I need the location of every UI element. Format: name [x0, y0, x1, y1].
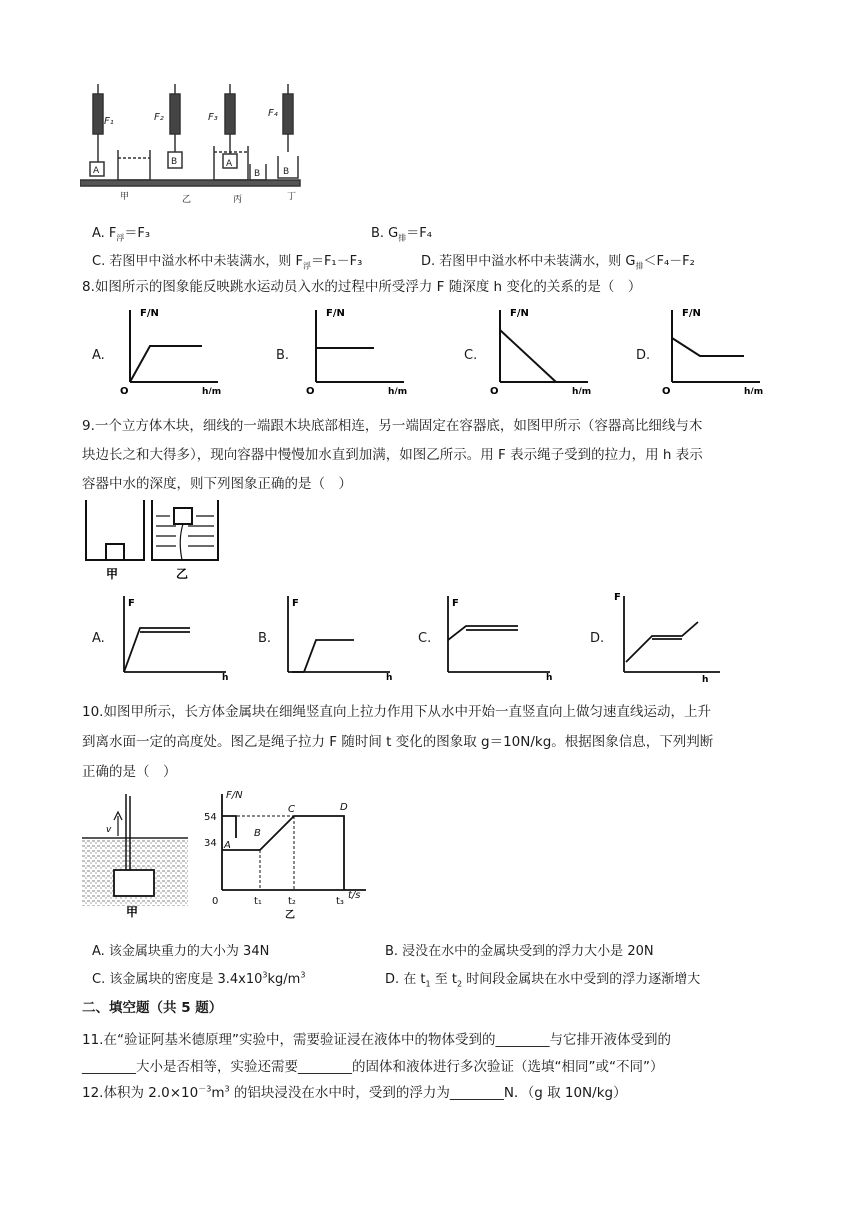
q10-point-c: C [288, 804, 295, 815]
q10-stem-line1: 10.如图甲所示，长方体金属块在细绳竖直向上拉力作用下从水中开始一直竖直向上做匀速直线运动，上升 [82, 704, 711, 720]
q8-graph-a [118, 302, 228, 394]
q8-graph-d [660, 302, 770, 394]
q9-stem-line3: 容器中水的深度，则下列图象正确的是（ ） [82, 476, 352, 492]
q10-option-d: D. 在 $t_1$ 至 $t_2$ 时间段金属块在水中受到的浮力逐渐增大 [385, 972, 701, 989]
q9-c-x-label: h [546, 673, 553, 682]
q7-label-yi: 乙 [182, 195, 192, 205]
q8-graph-b [304, 302, 414, 394]
q10-tick-t1: t₁ [254, 896, 262, 907]
q7-label-ding: 丁 [287, 192, 297, 202]
q9-option-a-label: A. [92, 631, 105, 646]
q10-point-b: B [254, 828, 261, 839]
q7-option-d: D. 若图甲中溢水杯中未装满水，则 $G_排<F_4-F_2$ [421, 254, 695, 271]
q8-a-y-label: F/N [140, 308, 159, 319]
q11-line1: 11.在“验证阿基米德原理”实验中，需要验证浸在液体中的物体受到的________与它排开液体受到的 [82, 1032, 671, 1048]
q9-d-x-label: h [702, 675, 709, 682]
q10-y-axis-label: F/N [226, 790, 243, 801]
q9-graph-b [278, 590, 398, 682]
q7-f4-label: F₄ [268, 108, 278, 119]
q10-stem-line2: 到离水面一定的高度处。图乙是绳子拉力 F 随时间 t 变化的图象取 g＝10N/kg。根据图象信息，下列判断 [82, 734, 714, 750]
q7-block-b2: B [254, 169, 261, 179]
q10-v-label: v [106, 825, 112, 835]
q9-d-y-label: F [614, 592, 621, 603]
section-heading-fill-blank: 二、填空题（共 5 题） [82, 1000, 223, 1016]
q8-c-y-label: F/N [510, 308, 529, 319]
q7-block-b: B [171, 157, 178, 167]
q7-label-jia: 甲 [120, 192, 130, 202]
q9-graph-c [438, 590, 558, 682]
q9-c-y-label: F [452, 598, 459, 609]
q10-force-time-graph [196, 786, 374, 922]
q9-b-y-label: F [292, 598, 299, 609]
q10-point-d: D [340, 802, 348, 813]
q7-option-b: B. $G_排=F_4$ [371, 226, 432, 243]
q7-f2-label: F₂ [154, 112, 164, 123]
q7-option-c: C. 若图甲中溢水杯中未装满水，则 $F_浮=F_1-F_3$ [92, 254, 363, 271]
q8-c-x-label: h/m [572, 387, 592, 394]
q10-tick-t2: t₂ [288, 896, 296, 907]
q8-graph-c [488, 302, 598, 394]
q9-fig-yi: 乙 [176, 567, 189, 581]
q9-a-y-label: F [128, 598, 135, 609]
q9-graph-d [612, 590, 732, 682]
q9-option-d-label: D. [590, 631, 605, 646]
q8-a-origin: O [120, 386, 129, 394]
q10-point-a: A [224, 840, 231, 851]
q10-tick-t3: t₃ [336, 896, 344, 907]
q7-block-a2: A [226, 159, 233, 169]
q7-block-a: A [93, 166, 100, 176]
q9-a-x-label: h [222, 673, 229, 682]
q9-container-figure [82, 496, 222, 584]
q12-stem: 12.体积为 $2.0\times 10^{-3}m^3$ 的铝块浸没在水中时，受到的浮力为________N．（g 取 10N/kg） [82, 1084, 627, 1101]
q8-b-y-label: F/N [326, 308, 345, 319]
q9-stem-line2: 块边长之和大得多），现向容器中慢慢加水直到加满，如图乙所示。用 F 表示绳子受到的拉力，用 h 表示 [82, 447, 703, 463]
q10-stem-line3: 正确的是（ ） [82, 764, 177, 780]
q10-origin: 0 [212, 896, 219, 907]
q8-option-b-label: B. [276, 348, 290, 363]
q9-graph-a [114, 590, 234, 682]
q10-option-a: A. 该金属块重力的大小为 34N [92, 944, 270, 959]
q8-a-x-label: h/m [202, 387, 222, 394]
q7-option-a: A. $F_浮=F_3$ [92, 226, 151, 243]
q7-figure [80, 80, 304, 208]
q10-x-axis-label: t/s [348, 890, 361, 901]
q9-fig-jia: 甲 [106, 567, 119, 581]
q10-fig-yi: 乙 [285, 910, 295, 921]
q7-block-b3: B [283, 167, 290, 177]
q10-tick-34: 34 [204, 838, 217, 849]
q8-option-a-label: A. [92, 348, 105, 363]
q7-label-bing: 丙 [233, 195, 243, 205]
q8-d-origin: O [662, 386, 671, 394]
q8-c-origin: O [490, 386, 499, 394]
q9-option-c-label: C. [418, 631, 432, 646]
q10-water-figure [82, 794, 192, 920]
q8-stem: 8.如图所示的图象能反映跳水运动员入水的过程中所受浮力 F 随深度 h 变化的关系的是（ ） [82, 279, 642, 295]
q9-b-x-label: h [386, 673, 393, 682]
q9-stem-line1: 9.一个立方体木块，细线的一端跟木块底部相连，另一端固定在容器底，如图甲所示（容器高比细线与木 [82, 418, 703, 434]
q8-b-x-label: h/m [388, 387, 408, 394]
q10-option-b: B. 浸没在水中的金属块受到的浮力大小是 20N [385, 944, 654, 959]
q10-option-c: C. 该金属块的密度是 $3.4x10^3kg/m^3$ [92, 970, 306, 987]
q10-fig-jia: 甲 [126, 905, 139, 919]
q9-option-b-label: B. [258, 631, 272, 646]
q7-f1-label: F₁ [104, 116, 114, 127]
q10-tick-54: 54 [204, 812, 217, 823]
q8-d-y-label: F/N [682, 308, 701, 319]
q8-option-d-label: D. [636, 348, 651, 363]
q8-b-origin: O [306, 386, 315, 394]
q8-option-c-label: C. [464, 348, 478, 363]
q7-f3-label: F₃ [208, 112, 218, 123]
q11-line2: ________大小是否相等，实验还需要________的固体和液体进行多次验证（选填“相同”或“不同”） [82, 1059, 664, 1075]
q8-d-x-label: h/m [744, 387, 764, 394]
